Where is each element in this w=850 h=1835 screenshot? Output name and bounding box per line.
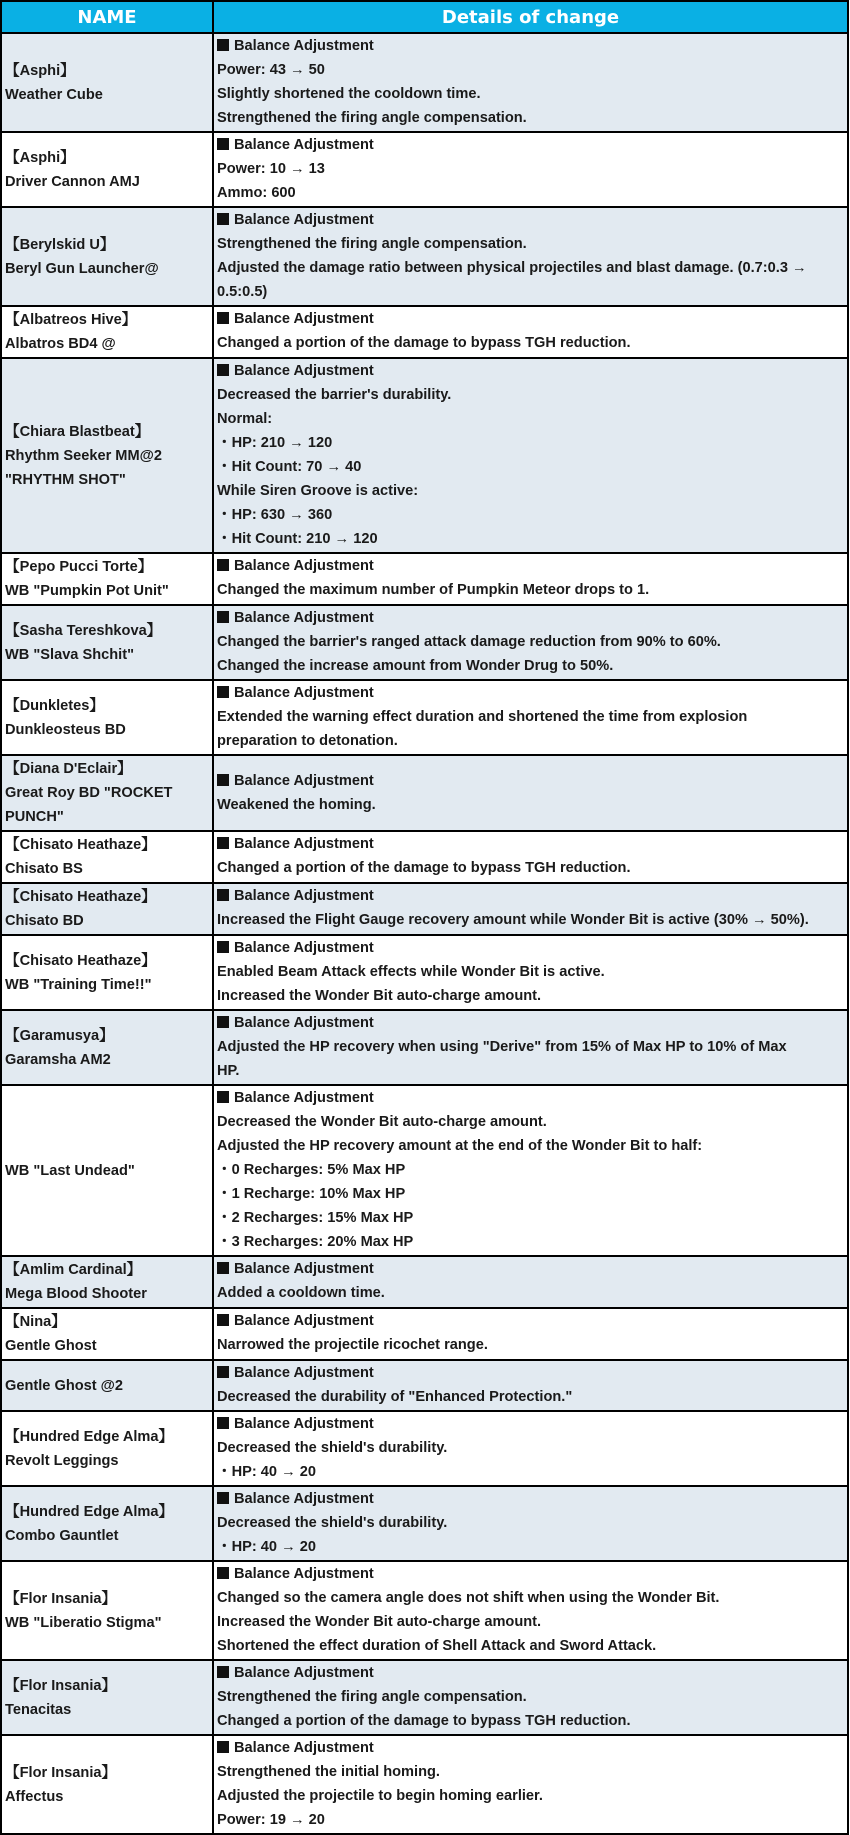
- black-square-bullet-icon: [217, 1262, 229, 1274]
- change-line: Decreased the Wonder Bit auto-charge amount.: [217, 1114, 547, 1130]
- change-line: Changed the barrier's ranged attack damage reduction from 90% to 60%.: [217, 634, 721, 650]
- table-row: [1, 883, 848, 935]
- header-row: [1, 1, 848, 33]
- item-name: Mega Blood Shooter: [5, 1286, 147, 1302]
- section-heading-text: Balance Adjustment: [234, 1416, 374, 1432]
- black-square-bullet-icon: [217, 941, 229, 953]
- change-details-cell: [213, 207, 848, 306]
- change-line: Power: 43 → 50: [217, 62, 325, 78]
- item-name-cell: [1, 1256, 213, 1308]
- change-details-cell: [213, 1561, 848, 1660]
- character-name: 【Chisato Heathaze】: [5, 952, 156, 969]
- table-row: [1, 207, 848, 306]
- item-name-cell: [1, 1486, 213, 1561]
- black-square-bullet-icon: [217, 774, 229, 786]
- change-line: Adjusted the projectile to begin homing earlier.: [217, 1788, 543, 1804]
- section-heading-text: Balance Adjustment: [234, 558, 374, 574]
- section-heading: [217, 1086, 844, 1110]
- section-heading-text: Balance Adjustment: [234, 772, 374, 789]
- item-name-cell: [1, 33, 213, 132]
- change-details-cell: [213, 1360, 848, 1411]
- section-heading: [217, 1562, 844, 1586]
- change-line: Adjusted the damage ratio between physical projectiles and blast damage. (0.7:0.3 →: [217, 260, 807, 276]
- table-row: [1, 1486, 848, 1561]
- change-line: Enabled Beam Attack effects while Wonder Bit is active.: [217, 964, 605, 980]
- change-line: Power: 19 → 20: [217, 1812, 325, 1828]
- character-name: 【Flor Insania】: [5, 1590, 117, 1607]
- change-details-cell: [213, 1486, 848, 1561]
- section-heading: [217, 208, 844, 232]
- item-name: Revolt Leggings: [5, 1452, 119, 1469]
- table-row: [1, 755, 848, 831]
- item-name: WB "Liberatio Stigma": [5, 1614, 162, 1631]
- item-name-cell: [1, 306, 213, 358]
- change-details-cell: [213, 680, 848, 755]
- black-square-bullet-icon: [217, 1417, 229, 1429]
- item-name-cell: [1, 132, 213, 207]
- section-heading-text: Balance Adjustment: [234, 1491, 374, 1507]
- change-line: ・HP: 630 → 360: [217, 507, 333, 523]
- change-details-cell: [213, 306, 848, 358]
- black-square-bullet-icon: [217, 1741, 229, 1753]
- item-name-cell: [1, 755, 213, 831]
- change-line: Changed the maximum number of Pumpkin Meteor drops to 1.: [217, 582, 650, 598]
- change-line: HP.: [217, 1063, 240, 1079]
- table-row: [1, 605, 848, 680]
- item-name: Weather Cube: [5, 86, 103, 103]
- item-name: Dunkleosteus BD: [5, 721, 126, 738]
- change-line: Strengthened the firing angle compensation.: [217, 236, 527, 252]
- change-line: Strengthened the firing angle compensation.: [217, 1689, 527, 1705]
- change-line: preparation to detonation.: [217, 733, 398, 749]
- section-heading: [217, 681, 844, 705]
- change-line: ・HP: 40 → 20: [217, 1539, 316, 1555]
- table-row: [1, 306, 848, 358]
- change-line: Strengthened the firing angle compensation.: [217, 110, 527, 126]
- section-heading-text: Balance Adjustment: [234, 137, 374, 153]
- change-line: Strengthened the initial homing.: [217, 1764, 440, 1780]
- change-line: Changed so the camera angle does not shift when using the Wonder Bit.: [217, 1590, 720, 1606]
- table-row: [1, 1360, 848, 1411]
- black-square-bullet-icon: [217, 1492, 229, 1504]
- change-line: Weakened the homing.: [217, 796, 376, 813]
- item-name-cell: [1, 605, 213, 680]
- change-details-cell: [213, 358, 848, 553]
- character-name: 【Chisato Heathaze】: [5, 889, 156, 905]
- section-heading-text: Balance Adjustment: [234, 610, 374, 626]
- character-name: 【Pepo Pucci Torte】: [5, 559, 153, 575]
- change-details-cell: [213, 755, 848, 831]
- change-line: Increased the Wonder Bit auto-charge amount.: [217, 1614, 542, 1630]
- item-name: PUNCH": [5, 809, 64, 825]
- character-name: 【Diana D'Eclair】: [5, 761, 132, 777]
- item-name-cell: [1, 1010, 213, 1085]
- change-line: Changed a portion of the damage to bypass TGH reduction.: [217, 1713, 631, 1729]
- black-square-bullet-icon: [217, 686, 229, 698]
- section-heading: [217, 307, 844, 331]
- change-details-cell: [213, 33, 848, 132]
- item-name: Garamsha AM2: [5, 1051, 111, 1068]
- black-square-bullet-icon: [217, 312, 229, 324]
- section-heading-text: Balance Adjustment: [234, 1665, 374, 1681]
- change-line: Shortened the effect duration of Shell Attack and Sword Attack.: [217, 1638, 657, 1654]
- section-heading-text: Balance Adjustment: [234, 685, 374, 701]
- section-heading: [217, 1309, 844, 1333]
- item-name-cell: [1, 1360, 213, 1411]
- black-square-bullet-icon: [217, 889, 229, 901]
- change-details-cell: [213, 1085, 848, 1256]
- change-line: ・0 Recharges: 5% Max HP: [217, 1162, 406, 1178]
- table-row: [1, 553, 848, 605]
- change-line: Narrowed the projectile ricochet range.: [217, 1337, 488, 1353]
- section-heading-text: Balance Adjustment: [234, 1261, 374, 1277]
- section-heading-text: Balance Adjustment: [234, 212, 374, 228]
- section-heading-text: Balance Adjustment: [234, 1313, 374, 1329]
- table-row: [1, 1735, 848, 1834]
- black-square-bullet-icon: [217, 1366, 229, 1378]
- table-row: [1, 132, 848, 207]
- change-details-cell: [213, 553, 848, 605]
- change-line: While Siren Groove is active:: [217, 483, 419, 499]
- name-column-header: NAME: [1, 1, 213, 33]
- change-line: ・HP: 40 → 20: [217, 1464, 316, 1480]
- item-name-cell: [1, 935, 213, 1010]
- black-square-bullet-icon: [217, 559, 229, 571]
- section-heading-text: Balance Adjustment: [234, 311, 374, 327]
- change-line: Added a cooldown time.: [217, 1285, 385, 1301]
- item-name-cell: [1, 831, 213, 883]
- section-heading: [217, 133, 844, 157]
- item-name-cell: [1, 1085, 213, 1256]
- change-line: Slightly shortened the cooldown time.: [217, 86, 481, 102]
- item-name: Albatros BD4 @: [5, 336, 116, 352]
- item-name-cell: [1, 553, 213, 605]
- section-heading: [217, 1412, 844, 1436]
- section-heading: [217, 34, 844, 58]
- change-line: 0.5:0.5): [217, 284, 268, 300]
- table-row: [1, 831, 848, 883]
- change-line: Ammo: 600: [217, 185, 296, 201]
- section-heading-text: Balance Adjustment: [234, 940, 374, 956]
- item-name: WB "Pumpkin Pot Unit": [5, 583, 169, 599]
- change-line: Changed a portion of the damage to bypass TGH reduction.: [217, 335, 631, 351]
- black-square-bullet-icon: [217, 1091, 229, 1103]
- change-details-cell: [213, 1411, 848, 1486]
- change-line: ・Hit Count: 70 → 40: [217, 459, 362, 475]
- character-name: 【Nina】: [5, 1314, 66, 1330]
- character-name: 【Chiara Blastbeat】: [5, 423, 150, 440]
- section-heading: [217, 359, 844, 383]
- change-line: Decreased the durability of "Enhanced Protection.": [217, 1389, 573, 1405]
- character-name: 【Asphi】: [5, 62, 75, 79]
- item-name-cell: [1, 1308, 213, 1360]
- change-line: ・HP: 210 → 120: [217, 435, 333, 451]
- item-name: Combo Gauntlet: [5, 1527, 119, 1544]
- character-name: 【Garamusya】: [5, 1027, 114, 1044]
- section-heading-text: Balance Adjustment: [234, 38, 374, 54]
- section-heading: [217, 554, 844, 578]
- item-name: Affectus: [5, 1788, 64, 1805]
- change-details-cell: [213, 605, 848, 680]
- item-name: Gentle Ghost: [5, 1338, 97, 1354]
- character-name: 【Flor Insania】: [5, 1677, 117, 1694]
- table-row: [1, 1660, 848, 1735]
- item-name: Chisato BS: [5, 861, 83, 877]
- item-name: Gentle Ghost @2: [5, 1377, 124, 1394]
- table-row: [1, 358, 848, 553]
- change-details-cell: [213, 935, 848, 1010]
- change-line: Increased the Wonder Bit auto-charge amount.: [217, 988, 542, 1004]
- black-square-bullet-icon: [217, 837, 229, 849]
- character-name: 【Hundred Edge Alma】: [5, 1428, 174, 1445]
- item-name-cell: [1, 680, 213, 755]
- table-body: [1, 33, 848, 1834]
- item-name-cell: [1, 883, 213, 935]
- change-details-cell: [213, 831, 848, 883]
- details-column-header: Details of change: [213, 1, 848, 33]
- character-name: 【Sasha Tereshkova】: [5, 622, 162, 639]
- change-details-cell: [213, 1660, 848, 1735]
- change-details-cell: [213, 1010, 848, 1085]
- section-heading-text: Balance Adjustment: [234, 836, 374, 852]
- change-line: Decreased the barrier's durability.: [217, 387, 452, 403]
- change-details-cell: [213, 1256, 848, 1308]
- change-line: Changed a portion of the damage to bypass TGH reduction.: [217, 860, 631, 876]
- black-square-bullet-icon: [217, 213, 229, 225]
- item-name: Rhythm Seeker MM@2: [5, 447, 162, 464]
- item-name: Tenacitas: [5, 1701, 72, 1718]
- character-name: 【Chisato Heathaze】: [5, 837, 156, 853]
- item-name: WB "Last Undead": [5, 1162, 135, 1179]
- section-heading: [217, 1011, 844, 1035]
- section-heading-text: Balance Adjustment: [234, 1090, 374, 1106]
- character-name: 【Hundred Edge Alma】: [5, 1503, 174, 1520]
- change-line: Decreased the shield's durability.: [217, 1515, 448, 1531]
- table-row: [1, 1085, 848, 1256]
- change-line: ・Hit Count: 210 → 120: [217, 531, 378, 547]
- item-name: Chisato BD: [5, 913, 84, 929]
- item-name: Beryl Gun Launcher@: [5, 260, 159, 277]
- change-line: Increased the Flight Gauge recovery amount while Wonder Bit is active (30% → 50%).: [217, 912, 809, 928]
- section-heading: [217, 769, 844, 793]
- change-line: ・2 Recharges: 15% Max HP: [217, 1210, 414, 1226]
- section-heading: [217, 1361, 844, 1385]
- item-name-cell: [1, 1735, 213, 1834]
- item-name: Great Roy BD "ROCKET: [5, 785, 173, 801]
- item-name-cell: [1, 1411, 213, 1486]
- section-heading-text: Balance Adjustment: [234, 1015, 374, 1031]
- black-square-bullet-icon: [217, 611, 229, 623]
- section-heading: [217, 884, 844, 908]
- item-name-cell: [1, 358, 213, 553]
- table-row: [1, 1308, 848, 1360]
- character-name: 【Amlim Cardinal】: [5, 1262, 142, 1278]
- section-heading: [217, 1257, 844, 1281]
- change-line: Normal:: [217, 411, 273, 427]
- change-line: Decreased the shield's durability.: [217, 1440, 448, 1456]
- change-line: ・1 Recharge: 10% Max HP: [217, 1186, 406, 1202]
- change-details-cell: [213, 1735, 848, 1834]
- section-heading: [217, 606, 844, 630]
- character-name: 【Berylskid U】: [5, 236, 115, 253]
- section-heading: [217, 1487, 844, 1511]
- section-heading-text: Balance Adjustment: [234, 1365, 374, 1381]
- black-square-bullet-icon: [217, 1567, 229, 1579]
- black-square-bullet-icon: [217, 1666, 229, 1678]
- change-line: Extended the warning effect duration and shortened the time from explosion: [217, 709, 748, 725]
- black-square-bullet-icon: [217, 138, 229, 150]
- black-square-bullet-icon: [217, 1016, 229, 1028]
- section-heading: [217, 832, 844, 856]
- table-row: [1, 33, 848, 132]
- table-row: [1, 1256, 848, 1308]
- item-name: WB "Training Time!!": [5, 976, 152, 993]
- section-heading: [217, 1736, 844, 1760]
- character-name: 【Flor Insania】: [5, 1764, 117, 1781]
- change-line: Changed the increase amount from Wonder Drug to 50%.: [217, 658, 614, 674]
- character-name: 【Dunkletes】: [5, 697, 104, 714]
- item-name-cell: [1, 207, 213, 306]
- table-row: [1, 1010, 848, 1085]
- change-line: Adjusted the HP recovery when using "Derive" from 15% of Max HP to 10% of Max: [217, 1039, 787, 1055]
- section-heading-text: Balance Adjustment: [234, 1740, 374, 1756]
- table-row: [1, 1561, 848, 1660]
- black-square-bullet-icon: [217, 364, 229, 376]
- black-square-bullet-icon: [217, 39, 229, 51]
- change-details-cell: [213, 132, 848, 207]
- table-row: [1, 935, 848, 1010]
- section-heading: [217, 1661, 844, 1685]
- change-line: ・3 Recharges: 20% Max HP: [217, 1234, 414, 1250]
- change-line: Adjusted the HP recovery amount at the end of the Wonder Bit to half:: [217, 1138, 703, 1154]
- change-details-cell: [213, 1308, 848, 1360]
- item-name: Driver Cannon AMJ: [5, 173, 140, 190]
- change-line: Power: 10 → 13: [217, 161, 325, 177]
- character-name: 【Albatreos Hive】: [5, 312, 137, 328]
- item-name: "RHYTHM SHOT": [5, 471, 126, 488]
- black-square-bullet-icon: [217, 1314, 229, 1326]
- item-name: WB "Slava Shchit": [5, 646, 134, 663]
- section-heading-text: Balance Adjustment: [234, 363, 374, 379]
- table-row: [1, 680, 848, 755]
- section-heading-text: Balance Adjustment: [234, 888, 374, 904]
- character-name: 【Asphi】: [5, 149, 75, 166]
- section-heading: [217, 936, 844, 960]
- item-name-cell: [1, 1660, 213, 1735]
- table-row: [1, 1411, 848, 1486]
- item-name-cell: [1, 1561, 213, 1660]
- section-heading-text: Balance Adjustment: [234, 1566, 374, 1582]
- change-details-cell: [213, 883, 848, 935]
